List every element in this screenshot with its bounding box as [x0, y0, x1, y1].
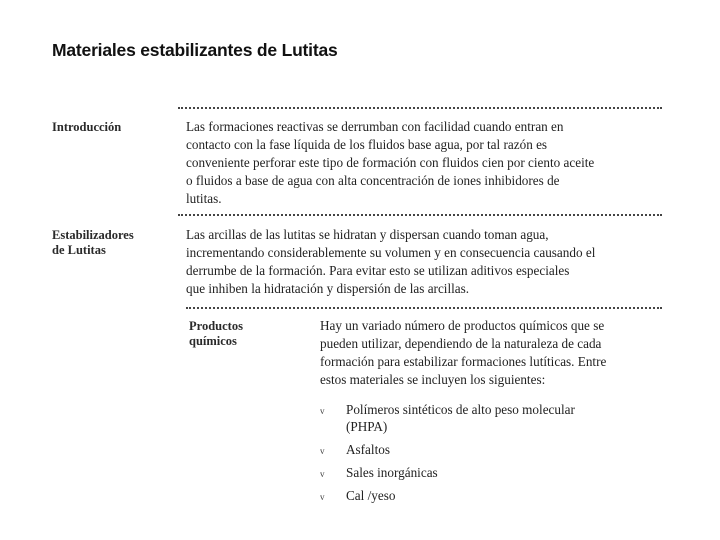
- text-line: lutitas.: [186, 191, 222, 206]
- divider-rule: [178, 107, 662, 109]
- divider-rule: [186, 307, 662, 309]
- section-label-productos: [189, 319, 243, 349]
- text-line: contacto con la fase líquida de los fluidos base agua, por tal razón es: [186, 137, 548, 152]
- list-item-text: (PHPA): [346, 419, 388, 434]
- label-line: químicos: [189, 334, 237, 348]
- text-line: o fluidos a base de agua con alta concentración de iones inhibidores de: [186, 173, 560, 188]
- section-text-introduccion: [186, 118, 594, 208]
- text-line: derrumbe de la formación. Para evitar esto se utilizan aditivos especiales: [186, 263, 570, 278]
- text-line: que inhiben la hidratación y dispersión de las arcillas.: [186, 281, 470, 296]
- bullet-check-icon: v: [320, 469, 325, 479]
- text-line: incrementando considerablemente su volumen y en consecuencia causando el: [186, 245, 596, 260]
- text-line: formación para estabilizar formaciones lutíticas. Entre: [320, 354, 607, 369]
- list-item: [320, 441, 575, 458]
- materials-list: [320, 401, 575, 504]
- text-line: conveniente perforar este tipo de formación con fluidos cien por ciento aceite: [186, 155, 595, 170]
- list-item-text: Asfaltos: [346, 442, 390, 457]
- divider-rule: [178, 214, 662, 216]
- text-line: Las formaciones reactivas se derrumban con facilidad cuando entran en: [186, 119, 564, 134]
- label-line: Estabilizadores: [52, 228, 134, 242]
- label-line: de Lutitas: [52, 243, 106, 257]
- bullet-check-icon: v: [320, 406, 325, 416]
- section-label-introduccion: [52, 120, 121, 135]
- section-text-productos: [320, 317, 606, 389]
- bullet-check-icon: v: [320, 492, 325, 502]
- text-line: pueden utilizar, dependiendo de la naturaleza de cada: [320, 336, 602, 351]
- label-line: Productos: [189, 319, 243, 333]
- list-item-text: Sales inorgánicas: [346, 465, 438, 480]
- page-title: Materiales estabilizantes de Lutitas: [52, 40, 338, 60]
- list-item: [320, 487, 575, 504]
- list-item: [320, 464, 575, 481]
- bullet-check-icon: v: [320, 446, 325, 456]
- section-label-estabilizadores: [52, 228, 134, 258]
- label-line: Introducción: [52, 120, 122, 134]
- section-text-estabilizadores: [186, 226, 595, 298]
- text-line: Hay un variado número de productos químicos que se: [320, 318, 605, 333]
- list-item: [320, 401, 575, 435]
- text-line: estos materiales se incluyen los siguientes:: [320, 372, 546, 387]
- list-item-text: Cal /yeso: [346, 488, 396, 503]
- list-item-text: Polímeros sintéticos de alto peso molecular: [346, 402, 575, 417]
- text-line: Las arcillas de las lutitas se hidratan y dispersan cuando toman agua,: [186, 227, 549, 242]
